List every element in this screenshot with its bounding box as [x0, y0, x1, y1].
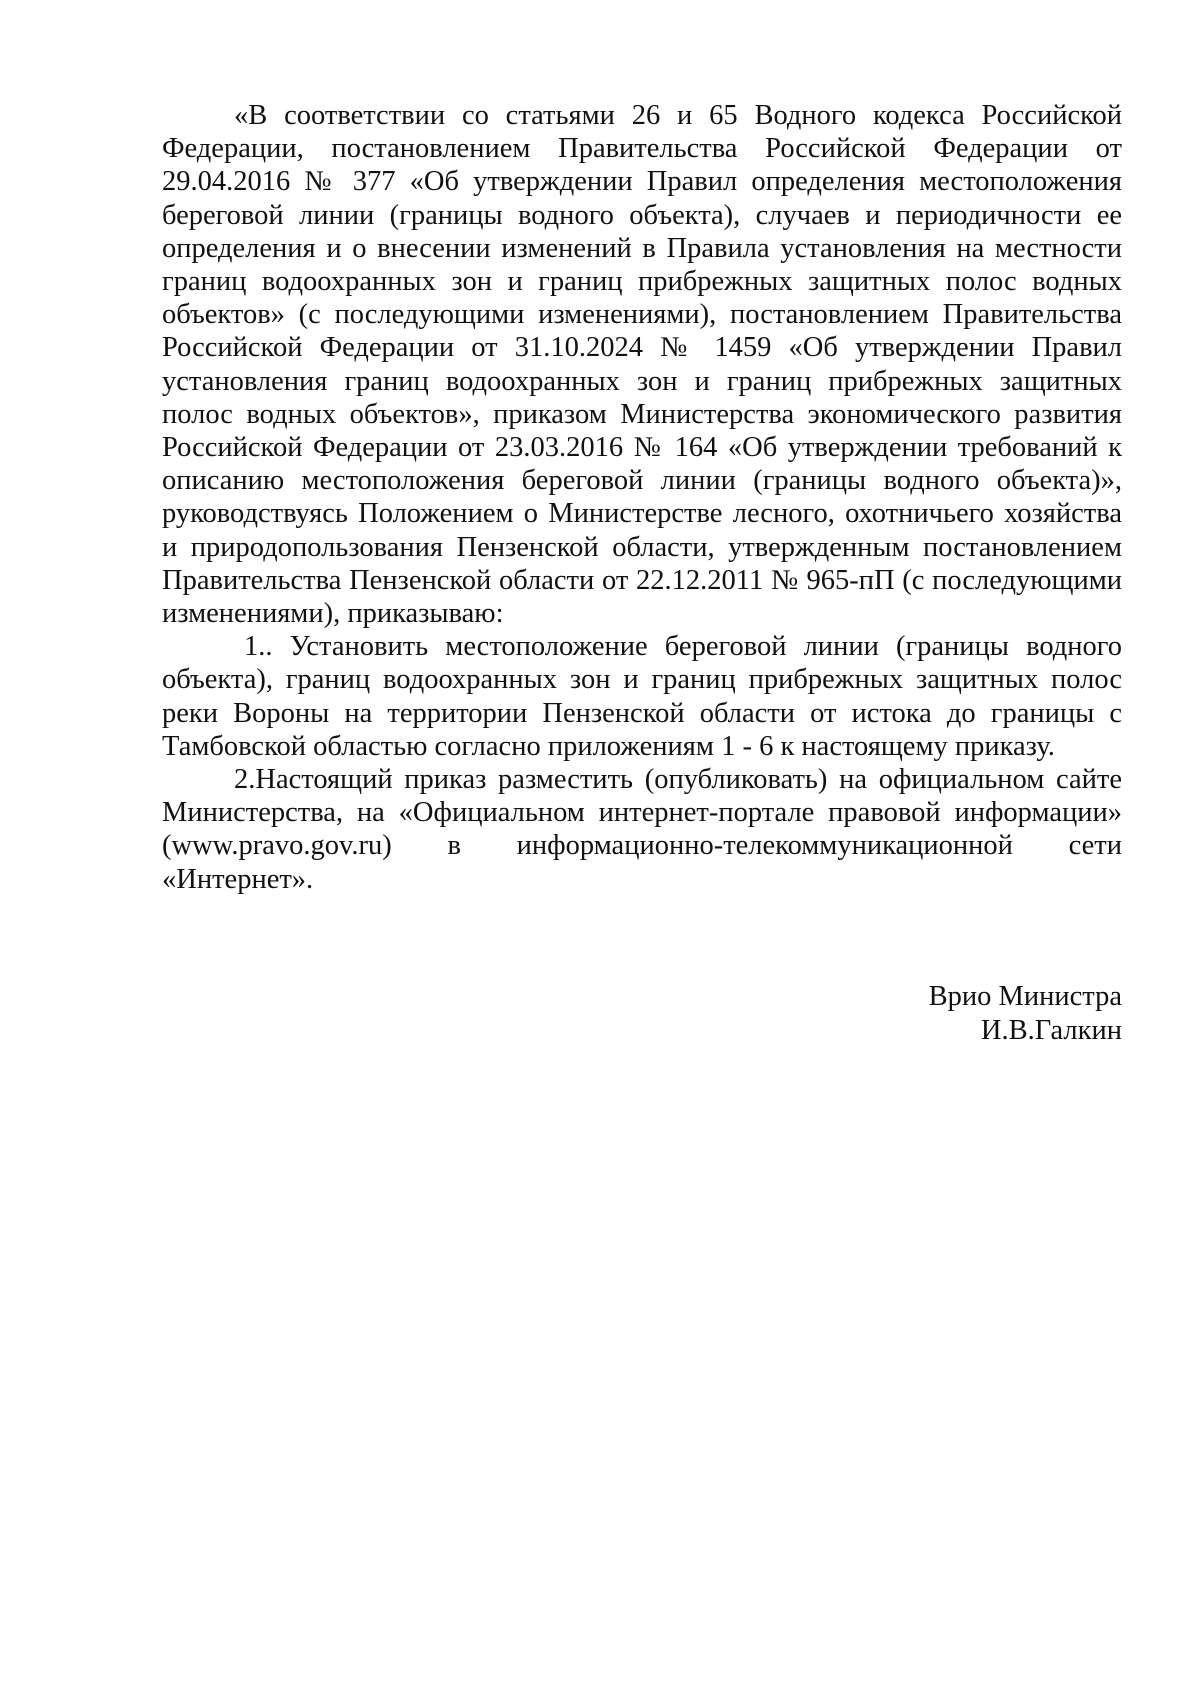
order-item-2: 2.Настоящий приказ разместить (опубликовать) на официальном сайте Министерства, на «Официальном интернет-портале правовой информации» (www.pravo.gov.ru) в информационно-телекоммуникационной сети «Интернет».	[162, 764, 1122, 895]
order-item-1: 1.. Установить местоположение береговой линии (границы водного объекта), границ водоохранных зон и границ прибрежных защитных полос реки Вороны на территории Пензенской области от истока до границы с Тамбовской областью согласно приложениям 1 - 6 к настоящему приказу.	[162, 631, 1122, 762]
signatory-position: Врио Министра	[928, 981, 1122, 1012]
document-body	[162, 99, 1122, 896]
signatory-name: И.В.Галкин	[980, 1015, 1122, 1046]
preamble-paragraph: «В соответствии со статьями 26 и 65 Водного кодекса Российской Федерации, постановлением Правительства Российской Федерации от 29.04.2016 № 377 «Об утверждении Правил определения местоположения береговой линии (границы водного объекта), случаев и периодичности ее определения и о внесении изменений в Правила установления на местности границ водоохранных зон и границ прибрежных защитных полос водных объектов» (с последующими изменениями), постановлением Правительства Российской Федерации от 31.10.2024 № 1459 «Об утверждении Правил установления границ водоохранных зон и границ прибрежных защитных полос водных объектов», приказом Министерства экономического развития Российской Федерации от 23.03.2016 № 164 «Об утверждении требований к описанию местоположения береговой линии (границы водного объекта)», руководствуясь Положением о Министерстве лесного, охотничьего хозяйства и природопользования Пензенской области, утвержденным постановлением Правительства Пензенской области от 22.12.2011 № 965-пП (с последующими изменениями), приказываю:	[162, 100, 1122, 630]
signature-block	[722, 980, 1122, 1048]
